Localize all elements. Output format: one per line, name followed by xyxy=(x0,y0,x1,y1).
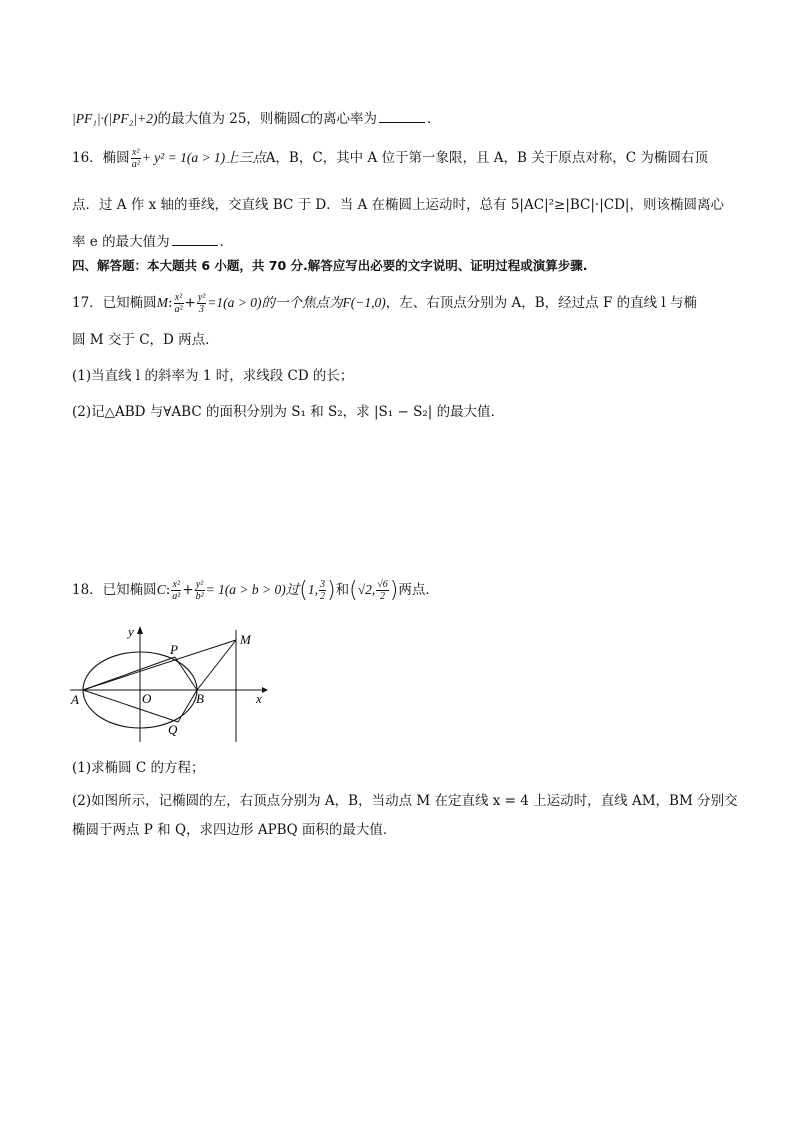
p17-m: M xyxy=(156,295,168,310)
p18-question-2-a xyxy=(72,789,738,809)
p16-line1-b: + y² = 1(a > 1)上三点 xyxy=(141,150,266,165)
label-x: x xyxy=(256,691,262,706)
p18-pt2-num: √6 xyxy=(377,579,388,590)
p18-point1-fraction xyxy=(319,579,326,602)
p18-question-1 xyxy=(72,756,205,776)
p18-line1-c: 两点． xyxy=(398,582,439,598)
p18-and: 和 xyxy=(335,582,350,598)
p17-fraction-1 xyxy=(174,292,184,315)
p18-frac2-num: y² xyxy=(195,579,204,590)
p16-fraction xyxy=(131,147,141,170)
p15-tail-line xyxy=(72,107,440,127)
p18-pt1-num: 3 xyxy=(320,579,325,590)
section-4-text: 四、解答题：本大题共 6 小题，共 70 分.解答应写出必要的文字说明、证明过程或演算步骤. xyxy=(72,258,588,273)
p18-q2b-text: 椭圆于两点 P 和 Q，求四边形 APBQ 面积的最大值． xyxy=(72,822,397,838)
p18-fraction-1 xyxy=(171,579,181,602)
ellipse-figure xyxy=(70,620,270,745)
label-p: P xyxy=(170,642,178,657)
p15-expression: |PF₁|·(|PF₂|+2) xyxy=(72,111,158,126)
p17-frac1-den: a² xyxy=(174,304,183,315)
label-b: B xyxy=(196,691,204,706)
label-o: O xyxy=(142,691,152,706)
p18-frac2-den: b² xyxy=(195,591,204,602)
p18-frac1-den: a² xyxy=(172,591,181,602)
segment-ap xyxy=(83,657,175,690)
ellipse-diagram xyxy=(70,620,270,745)
p18-line1-b: = 1(a > b > 0)过 xyxy=(205,582,300,597)
p16-line2 xyxy=(72,193,724,213)
segment-aq xyxy=(83,690,178,722)
p15-end: ． xyxy=(426,111,441,127)
p18-point1-close: ) xyxy=(327,578,336,603)
p17-question-2 xyxy=(72,400,504,420)
p16-frac-den: a² xyxy=(131,159,140,170)
p18-c: C xyxy=(156,582,166,597)
segment-qb xyxy=(178,690,197,722)
p16-line1-a: 16．椭圆 xyxy=(72,150,130,166)
p17-fraction-2 xyxy=(197,292,206,315)
p17-line2-text: 圆 M 交于 C，D 两点． xyxy=(72,332,219,348)
p15-text: 的最大值为 25，则椭圆 xyxy=(157,111,301,127)
p15-answer-blank xyxy=(379,122,425,123)
p18-point1-open: ( xyxy=(299,578,308,603)
p16-line2-text: 点．过 A 作 x 轴的垂线，交直线 BC 于 D．当 A 在椭圆上运动时，总有 5|AC|²≥|BC|·|CD|，则该椭圆离心 xyxy=(72,197,724,213)
label-q: Q xyxy=(168,722,178,737)
p18-line1: 18．已知椭圆C: $\frac{\text{x²}}{\text{a²}}$ + $\frac{\text{y²}}{\text{b²}}$ = 1(a > b > 0)过(1, $\frac{3}{2}$ )和(√2, $\frac{√6}{2}$ )两点． xyxy=(72,578,439,603)
label-a: A xyxy=(71,692,79,707)
label-m: M xyxy=(240,632,251,647)
p15-tail: 的离心率为 xyxy=(309,111,377,127)
p18-pt2-den: 2 xyxy=(379,591,385,602)
p16-answer-blank xyxy=(172,245,218,246)
p17-line1-b: =1(a > 0)的一个焦点为 xyxy=(207,295,343,310)
section-4-heading xyxy=(72,256,588,274)
p17-line2 xyxy=(72,328,219,348)
p17-question-1 xyxy=(72,364,353,384)
p18-point2-a: √2, xyxy=(357,582,376,597)
p18-point2-open: ( xyxy=(349,578,358,603)
p18-point1-a: 1, xyxy=(307,582,318,597)
line-am xyxy=(83,640,236,690)
p16-line3-a: 率 e 的最大值为 xyxy=(72,234,170,250)
y-axis-arrow xyxy=(137,626,143,634)
p17-q2-text: (2)记△ABD 与∀ABC 的面积分别为 S₁ 和 S₂，求 |S₁ − S₂| 的最大值． xyxy=(72,404,505,420)
p18-q2a-text: (2)如图所示，记椭圆的左，右顶点分别为 A，B，当动点 M 在定直线 x = 4 上运动时，直线 AM，BM 分别交 xyxy=(72,793,738,809)
p17-frac2-num: y² xyxy=(197,292,206,303)
p18-point2-fraction xyxy=(376,579,389,602)
p17-frac1-num: x² xyxy=(174,292,183,303)
p18-q1-text: (1)求椭圆 C 的方程； xyxy=(72,760,205,776)
label-y: y xyxy=(128,624,134,639)
p18-frac1-num: x² xyxy=(172,579,180,590)
p18-point2-close: ) xyxy=(389,578,399,603)
p18-pt1-den: 2 xyxy=(320,591,325,602)
p16-line3-b: ． xyxy=(219,234,234,250)
x-axis-arrow xyxy=(262,687,268,693)
line-bm xyxy=(197,640,236,690)
p18-question-2-b xyxy=(72,818,396,838)
p17-focus: F(−1,0) xyxy=(342,295,386,310)
p18-fraction-2 xyxy=(195,579,205,602)
p16-line3 xyxy=(72,230,233,250)
p18-line1-a: 18．已知椭圆 xyxy=(72,582,157,598)
p16-frac-num: x² xyxy=(131,147,140,158)
segment-pb xyxy=(175,657,197,690)
p17-frac2-den: 3 xyxy=(199,304,205,315)
p17-line1: 17．已知椭圆M: $\frac{\text{x²}}{\text{a²}}$ + $\frac{\text{y²}}{3}$ =1(a > 0)的一个焦点为F(−1,0)，左、右顶点分别为 A，B，经过点 F 的直线 l 与椭 xyxy=(72,292,698,315)
p16-line1 xyxy=(72,146,708,170)
p16-line1-c: A，B，C，其中 A 位于第一象限，且 A，B 关于原点对称，C 为椭圆右顶 xyxy=(265,150,708,166)
p17-q1-text: (1)当直线 l 的斜率为 1 时，求线段 CD 的长； xyxy=(72,368,354,384)
p17-line1-a: 17．已知椭圆 xyxy=(72,295,157,311)
p17-line1-c: ，左、右顶点分别为 A，B，经过点 F 的直线 l 与椭 xyxy=(385,295,698,311)
p15-c: C xyxy=(300,111,310,126)
